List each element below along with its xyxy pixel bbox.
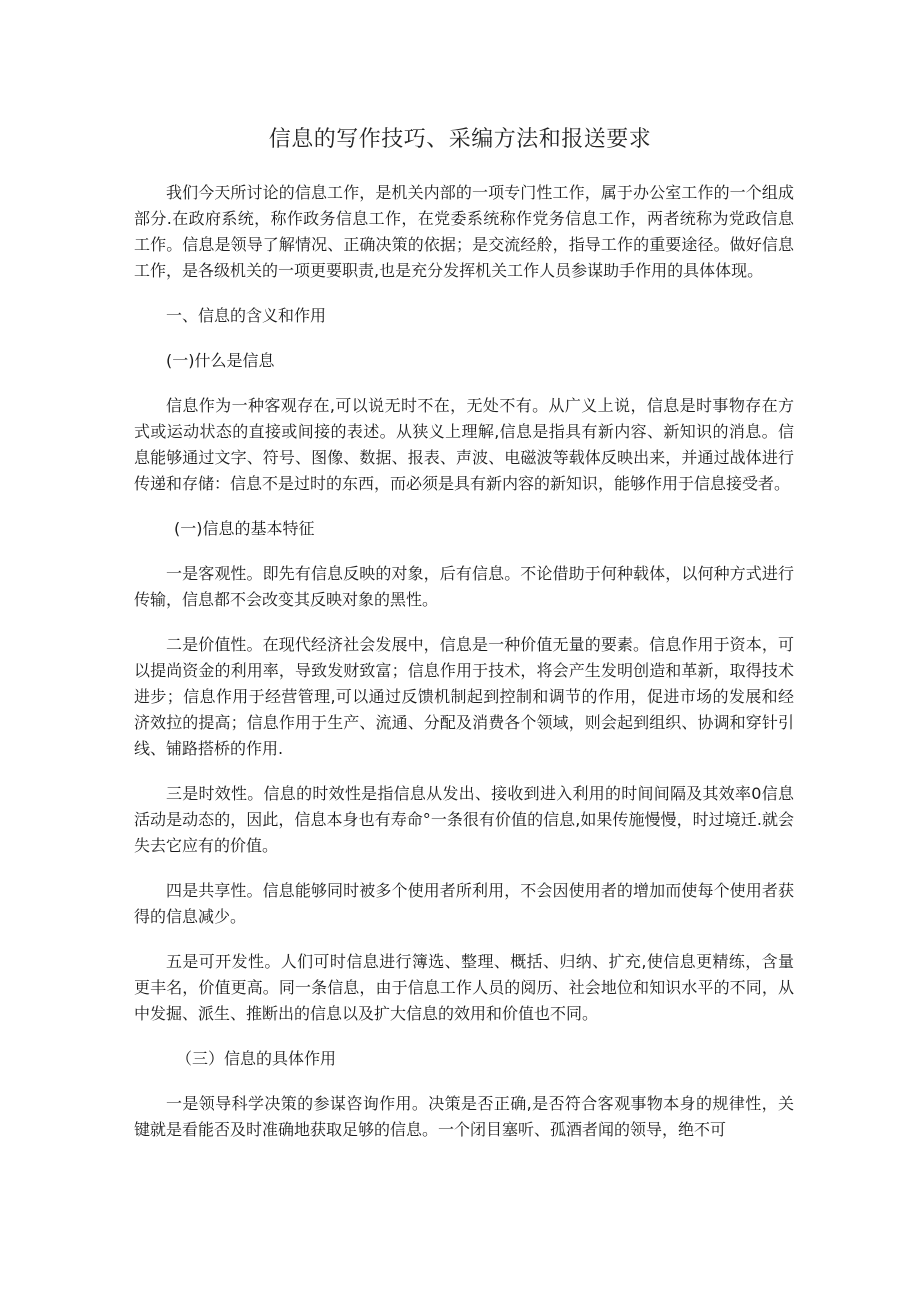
subheading-basic-features: (一)信息的基本特征 (174, 519, 315, 538)
subheading-specific-roles: （三）信息的具体作用 (176, 1049, 337, 1068)
paragraph-role-decision: 一是领导科学决策的参谋咨询作用。决策是否正确,是否符合客观事物本身的规律性，关键就是看能否及时准确地获取足够的信息。一个闭目塞听、孤酒者闻的领导，绝不可 (134, 1094, 794, 1139)
paragraph-feature-developability: 五是可开发性。人们可时信息进行簿选、整理、概括、归纳、扩充,使信息更精练，含量更丰名，价值更高。同一条信息，由于信息工作人员的阅历、社会地位和知识水平的不同，从中发掘、派生、推断出的信息以及扩大信息的效用和价值也不同。 (134, 952, 794, 1023)
paragraph-feature-sharing: 四是共享性。信息能够同时被多个使用者所利用，不会因使用者的增加而使每个使用者获得的信息减少。 (134, 881, 794, 926)
intro-paragraph: 我们今天所讨论的信息工作，是机关内部的一项专门性工作，属于办公室工作的一个组成部分.在政府系统，称作政务信息工作，在党委系统称作党务信息工作，两者统称为党政信息工作。信息是领导了解情况、正确决策的依据；是交流经舲，指导工作的重要途径。做好信息工作，是各级机关的一项更要职责,也是充分发挥机关工作人员参谋助手作用的具体体现。 (134, 183, 794, 280)
paragraph-feature-value: 二是价值性。在现代经济社会发展中，信息是一种价值无量的要素。信息作用于资本，可以提尚资金的利用率，导致发财致富；信息作用于技术，将会产生发明创造和革新，取得技术进步；信息作用于经营管理,可以通过反馈机制起到控制和调节的作用，促进市场的发展和经济效拉的提高；信息作用于生产、流通、分配及消费各个领域，则会起到组织、协调和穿针引线、铺路搭桥的作用. (134, 635, 794, 758)
paragraph-feature-objectivity: 一是客观性。即先有信息反映的对象，后有信息。不论借助于何种载体，以何种方式进行传输，信息都不会改变其反映对象的黑性。 (134, 564, 794, 609)
document-title: 信息的写作技巧、采编方法和报送要求 (268, 127, 652, 152)
section-heading-meaning: 一、信息的含义和作用 (166, 306, 327, 325)
paragraph-definition: 信息作为一种客观存在,可以说无时不在，无处不有。从广义上说，信息是时事物存在方式或运动状态的直接或间接的表述。从狭义上理解,信息是指具有新内容、新知识的消息。信息能够通过文字、符号、图像、数据、报表、声波、电磁波等载体反映出来，并通过战体进行传递和存储：信息不是过时的东西，而必须是具有新内容的新知识，能够作用于信息接受者。 (134, 396, 794, 493)
document-body (134, 180, 794, 1162)
subheading-what-is-info: (一)什么是信息 (166, 351, 275, 370)
paragraph-feature-timeliness: 三是时效性。信息的时效性是指信息从发出、接收到进入利用的时间间隔及其效率0信息活动是动态的，因此，信息本身也有寿命°一条很有价值的信息,如果传施慢慢，时过境迁.就会失去它应有的价值。 (134, 784, 794, 855)
